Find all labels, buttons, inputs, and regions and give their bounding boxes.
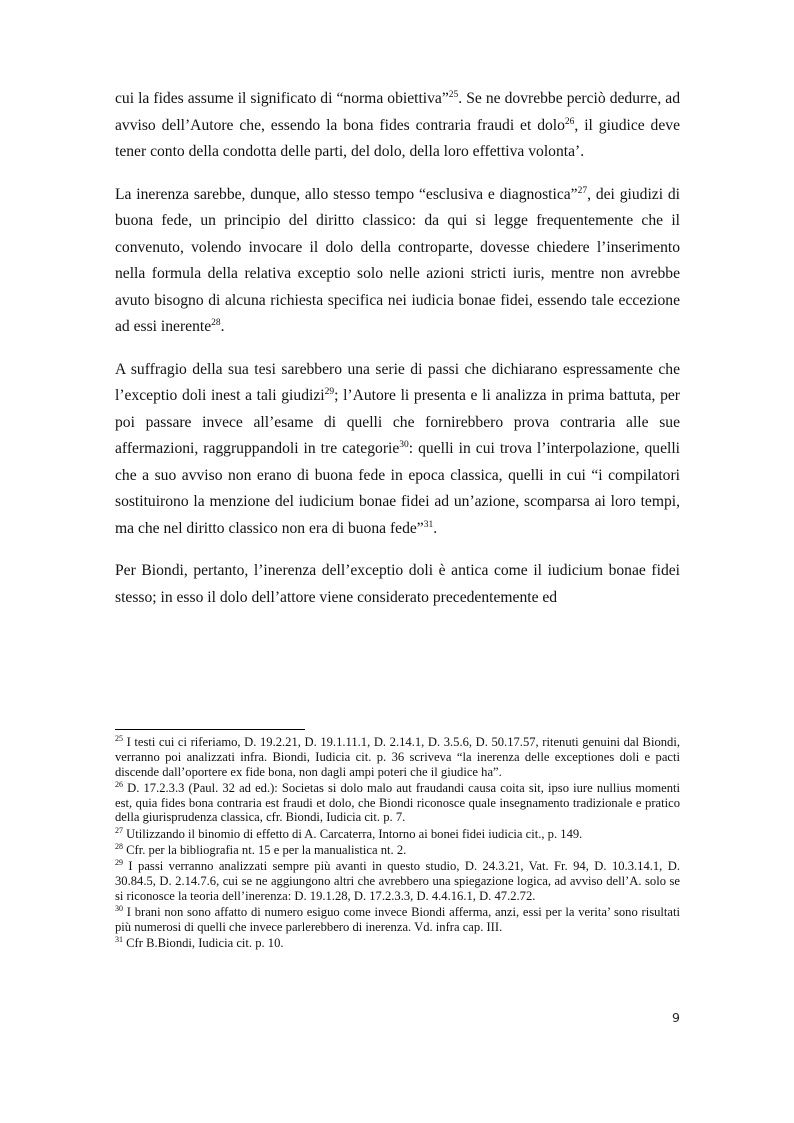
footnote xyxy=(115,936,680,951)
text-run: . xyxy=(433,519,438,537)
footnote-ref[interactable]: 25 xyxy=(448,89,459,100)
text-run: , il giudice deve tener conto della condotta delle parti, del dolo, della loro effettiva volonta’. xyxy=(115,116,680,160)
paragraph-1 xyxy=(115,86,680,166)
footnote-text: I testi cui ci riferiamo, D. 19.2.21, D. 19.1.11.1, D. 2.14.1, D. 3.5.6, D. 50.17.57, ritenuti genuini dal Biondi, verranno poi analizzati infra. Biondi, Iudicia cit. p. 36 scriveva “la inerenza delle exceptiones doli e pacti discende dall’oportere ex fide bona, non dagli ampi poteri che il giudice ha”. xyxy=(115,735,680,779)
footnote-number: 27 xyxy=(115,825,123,835)
footnote xyxy=(115,781,680,825)
paragraph-2 xyxy=(115,182,680,341)
paragraph-4: Per Biondi, pertanto, l’inerenza dell’exceptio doli è antica come il iudicium bonae fidei stesso; in esso il dolo dell’attore viene considerato precedentemente ed xyxy=(115,562,680,606)
footnote-number: 29 xyxy=(115,858,123,868)
footnote-text: Cfr. per la bibliografia nt. 15 e per la manualistica nt. 2. xyxy=(123,843,407,858)
footnote xyxy=(115,843,680,858)
footnote xyxy=(115,859,680,903)
footnote-ref[interactable]: 27 xyxy=(577,185,588,196)
page-number: 9 xyxy=(672,1010,680,1025)
footnote-separator xyxy=(115,729,305,730)
paragraph-3 xyxy=(115,357,680,543)
footnote-number: 25 xyxy=(115,733,123,743)
footnote-text: I brani non sono affatto di numero esiguo come invece Biondi afferma, anzi, essi per la verita’ sono risultati più numerosi di quelli che invece parlerebbero di inerenza. Vd. infra cap. III. xyxy=(115,905,680,935)
footnotes xyxy=(115,735,680,953)
footnote-number: 26 xyxy=(115,779,123,789)
footnote-ref[interactable]: 31 xyxy=(423,519,434,530)
footnote-ref[interactable]: 26 xyxy=(564,116,575,127)
footnote-text: I passi verranno analizzati sempre più avanti in questo studio, D. 24.3.21, Vat. Fr. 94, D. 10.3.14.1, D. 30.84.5, D. 2.14.7.6, cui se ne aggiungono altri che avrebbero una spiegazione logica, ad avviso dell’A. solo se si riconosce la teoria dell’inerenza: D. 19.1.28, D. 17.2.3.3, D. 4.4.16.1, D. 47.2.72. xyxy=(115,859,680,903)
footnote-ref[interactable]: 28 xyxy=(211,317,221,328)
text-run: . Se ne dovrebbe perciò dedurre, ad avviso dell’Autore che, essendo la bona fides contraria fraudi et dolo xyxy=(115,90,680,134)
text-run: A suffragio della sua tesi sarebbero una serie di passi che dichiarano espressamente che l’exceptio doli inest a tali giudizi xyxy=(115,360,680,404)
main-text xyxy=(115,86,680,627)
footnote-text: Utilizzando il binomio di effetto di A. Carcaterra, Intorno ai bonei fidei iudicia cit., p. 149. xyxy=(123,826,583,841)
footnote xyxy=(115,735,680,779)
footnote-text: D. 17.2.3.3 (Paul. 32 ad ed.): Societas si dolo malo aut fraudandi causa coita sit, ipso iure nullius momenti est, quia fides bona contraria est fraudi et dolo, che Biondi riconosce quale insegnamento tradizionale e pratico della giurisprudenza classica, cfr. Biondi, Iudicia cit. p. 7. xyxy=(115,780,680,825)
footnote-number: 30 xyxy=(115,904,123,914)
footnote xyxy=(115,827,680,842)
footnote-text: Cfr B.Biondi, Iudicia cit. p. 10. xyxy=(123,936,284,951)
text-run: cui la fides assume il significato di “norma obiettiva” xyxy=(115,90,449,107)
footnote-ref[interactable]: 30 xyxy=(399,439,409,450)
text-run: . xyxy=(220,318,225,335)
footnote-number: 31 xyxy=(115,935,123,945)
footnote-number: 28 xyxy=(115,841,123,851)
footnote xyxy=(115,905,680,935)
footnote-ref[interactable]: 29 xyxy=(324,386,335,397)
text-run: La inerenza sarebbe, dunque, allo stesso tempo “esclusiva e diagnostica” xyxy=(115,185,578,203)
text-run: ; l’Autore li presenta e li analizza in prima battuta, per poi passare invece all’esame di quelli che fornirebbero prova contraria alle sue affermazioni, raggruppandoli in tre categorie xyxy=(115,387,680,457)
text-run: : quelli in cui trova l’interpolazione, quelli che a suo avviso non erano di buona fede in epoca classica, quelli in cui “i compilatori sostituirono la menzione del iudicium bonae fidei ad un’azione, scomparsa ai loro tempi, ma che nel diritto classico non era di buona fede” xyxy=(115,440,681,537)
text-run: , dei giudizi di buona fede, un principio del diritto classico: da qui si legge frequentemente che il convenuto, volendo invocare il dolo della controparte, dovesse chiedere l’inserimento nella formula della relativa exceptio solo nelle azioni stricti iuris, mentre non avrebbe avuto bisogno di alcuna richiesta specifica nei iudicia bonae fidei, essendo tale eccezione ad essi inerente xyxy=(115,185,680,335)
